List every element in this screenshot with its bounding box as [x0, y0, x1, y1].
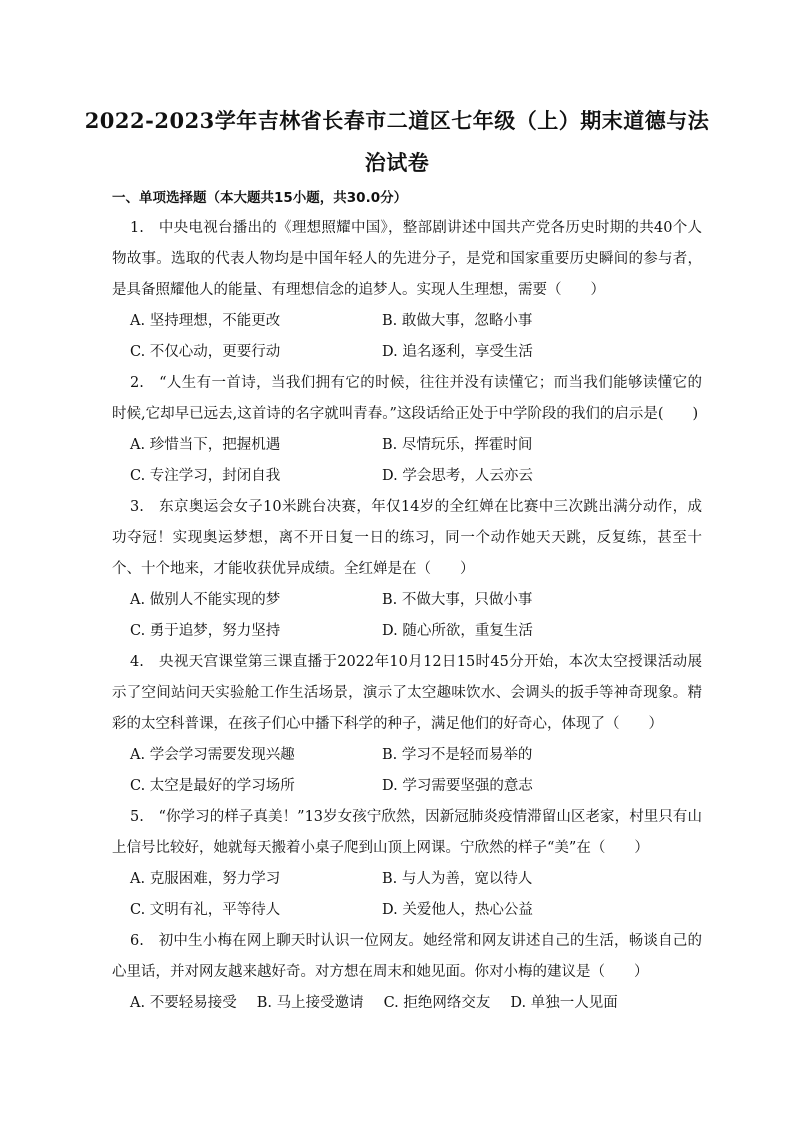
exam-title — [80, 100, 714, 184]
option-a: A. 克服困难，努力学习 — [130, 871, 281, 887]
option-d: D. 学会思考，人云亦云 — [382, 468, 533, 484]
question-1 — [112, 213, 702, 368]
option-d: D. 学习需要坚强的意志 — [382, 778, 533, 794]
options — [130, 864, 702, 926]
option-d: D. 关爱他人，热心公益 — [382, 902, 533, 918]
options — [130, 430, 702, 492]
question-4 — [112, 647, 702, 802]
option-d: D. 追名逐利，享受生活 — [382, 344, 533, 360]
option-a: A. 坚持理想，不能更改 — [130, 313, 281, 329]
question-stem: 5. “你学习的样子真美！”13岁女孩宁欣然，因新冠肺炎疫情滞留山区老家，村里只有山上信号比较好，她就每天搬着小桌子爬到山顶上网课。宁欣然的样子“美”在（ ） — [112, 809, 702, 856]
title-line-1: 2022-2023学年吉林省长春市二道区七年级（上）期末道德与法 — [84, 108, 710, 133]
option-b: B. 马上接受邀请 — [256, 995, 364, 1011]
option-a: A. 不要轻易接受 — [130, 995, 237, 1011]
option-c: C. 太空是最好的学习场所 — [130, 778, 295, 794]
option-b: B. 学习不是轻而易举的 — [382, 747, 533, 763]
question-stem: 1. 中央电视台播出的《理想照耀中国》，整部剧讲述中国共产党各历史时期的共40个人物故事。选取的代表人物均是中国年轻人的先进分子，是党和国家重要历史瞬间的参与者，是具备照耀他人的能量、有理想信念的追梦人。实现人生理想，需要（ ） — [112, 220, 702, 298]
option-b: B. 敢做大事，忽略小事 — [382, 313, 533, 329]
option-c: C. 专注学习，封闭自我 — [130, 468, 281, 484]
title-line-2: 治试卷 — [364, 150, 430, 175]
question-list — [112, 213, 702, 1019]
options — [130, 740, 702, 802]
options — [130, 988, 702, 1019]
option-b: B. 与人为善，宽以待人 — [382, 871, 533, 887]
option-d: D. 单独一人见面 — [510, 995, 618, 1011]
question-5 — [112, 802, 702, 926]
option-d: D. 随心所欲，重复生活 — [382, 623, 533, 639]
options — [130, 585, 702, 647]
option-c: C. 不仅心动，更要行动 — [130, 344, 281, 360]
option-c: C. 勇于追梦，努力坚持 — [130, 623, 281, 639]
section-header: 一、单项选择题（本大题共15小题，共30.0分） — [112, 190, 408, 206]
option-c: C. 文明有礼，平等待人 — [130, 902, 281, 918]
option-c: C. 拒绝网络交友 — [383, 995, 491, 1011]
question-2 — [112, 368, 702, 492]
option-a: A. 做别人不能实现的梦 — [130, 592, 281, 608]
option-a: A. 珍惜当下，把握机遇 — [130, 437, 281, 453]
option-b: B. 尽情玩乐，挥霍时间 — [382, 437, 533, 453]
question-3 — [112, 492, 702, 647]
question-6 — [112, 926, 702, 1019]
options — [130, 306, 702, 368]
question-stem: 3. 东京奥运会女子10米跳台决赛，年仅14岁的全红婵在比赛中三次跳出满分动作，成功夺冠！实现奥运梦想，离不开日复一日的练习，同一个动作她天天跳，反复练，甚至十个、十个地来，才能收获优异成绩。全红婵是在（ ） — [112, 499, 702, 577]
question-stem: 6. 初中生小梅在网上聊天时认识一位网友。她经常和网友讲述自己的生活，畅谈自己的心里话，并对网友越来越好奇。对方想在周末和她见面。你对小梅的建议是（ ） — [112, 933, 702, 980]
question-stem: 2. “人生有一首诗，当我们拥有它的时候，往往并没有读懂它；而当我们能够读懂它的时候,它却早已远去,这首诗的名字就叫青春。”这段话给正处于中学阶段的我们的启示是( ) — [112, 375, 702, 422]
question-stem: 4. 央视天宫课堂第三课直播于2022年10月12日15时45分开始，本次太空授课活动展示了空间站问天实验舱工作生活场景，演示了太空趣味饮水、会调头的扳手等神奇现象。精彩的太空科普课，在孩子们心中播下科学的种子，满足他们的好奇心，体现了（ ） — [112, 654, 702, 732]
option-b: B. 不做大事，只做小事 — [382, 592, 533, 608]
option-a: A. 学会学习需要发现兴趣 — [130, 747, 295, 763]
